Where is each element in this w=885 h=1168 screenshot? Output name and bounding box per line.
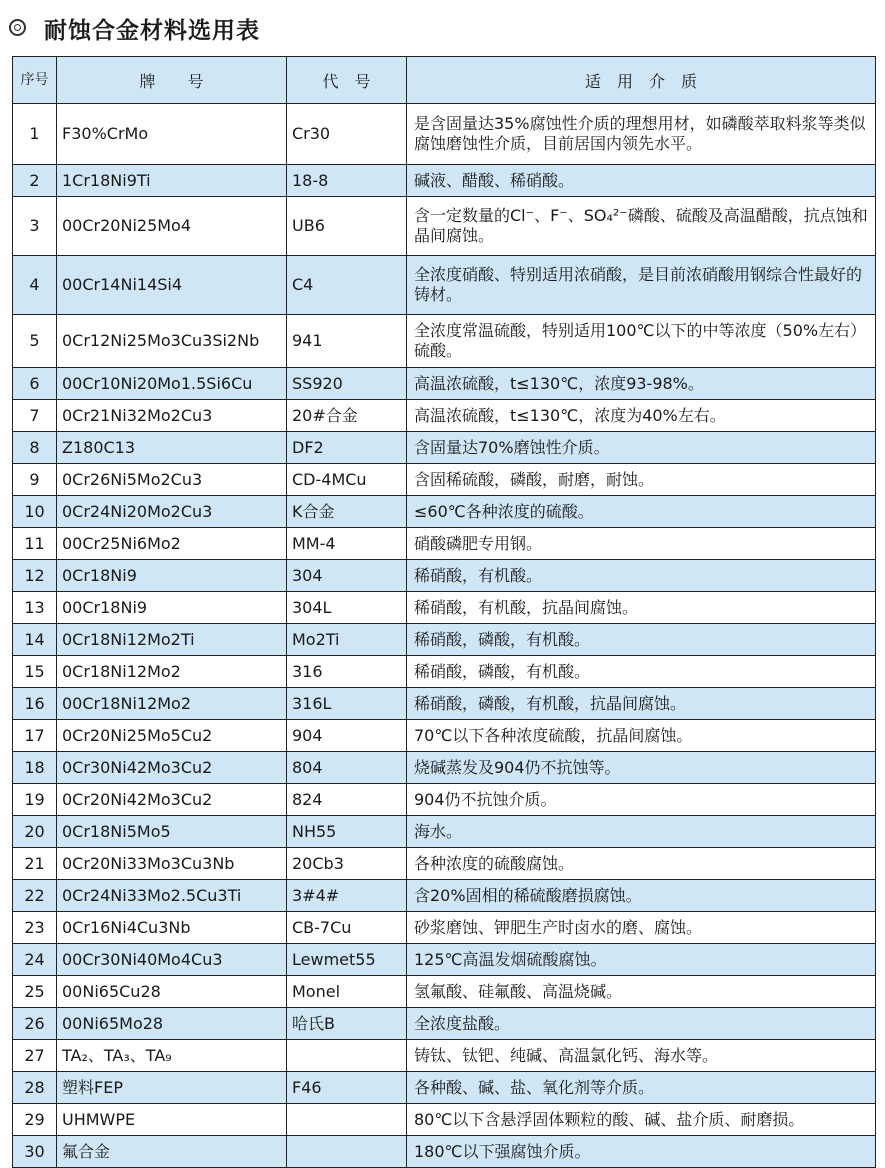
table-row (13, 197, 876, 256)
row-grade: Z180C13 (57, 432, 287, 464)
row-code: 316L (287, 688, 407, 720)
row-use: 各种浓度的硫酸腐蚀。 (407, 848, 876, 880)
row-grade: UHMWPE (57, 1104, 287, 1136)
row-grade: 0Cr20Ni33Mo3Cu3Nb (57, 848, 287, 880)
row-grade: 0Cr21Ni32Mo2Cu3 (57, 400, 287, 432)
row-code: 20#合金 (287, 400, 407, 432)
row-use: 稀硝酸，有机酸，抗晶间腐蚀。 (407, 592, 876, 624)
table-body (13, 104, 876, 1168)
row-code: SS920 (287, 368, 407, 400)
row-no: 17 (13, 720, 57, 752)
table-row (13, 1040, 876, 1072)
row-code: K合金 (287, 496, 407, 528)
row-grade: 0Cr16Ni4Cu3Nb (57, 912, 287, 944)
row-grade: 1Cr18Ni9Ti (57, 165, 287, 197)
row-no: 27 (13, 1040, 57, 1072)
row-code: 316 (287, 656, 407, 688)
row-no: 3 (13, 197, 57, 256)
row-code: 304L (287, 592, 407, 624)
row-code: CD-4MCu (287, 464, 407, 496)
row-use: 含固量达70%磨蚀性介质。 (407, 432, 876, 464)
row-use: 70℃以下各种浓度硫酸，抗晶间腐蚀。 (407, 720, 876, 752)
row-no: 16 (13, 688, 57, 720)
row-code: 18-8 (287, 165, 407, 197)
table-header-row (13, 57, 876, 104)
row-use: 含20%固相的稀硫酸磨损腐蚀。 (407, 880, 876, 912)
row-code: Cr30 (287, 104, 407, 165)
table-row (13, 624, 876, 656)
row-code: DF2 (287, 432, 407, 464)
row-use: 烧碱蒸发及904仍不抗蚀等。 (407, 752, 876, 784)
row-no: 6 (13, 368, 57, 400)
row-use: 稀硝酸，磷酸，有机酸。 (407, 656, 876, 688)
row-code: NH55 (287, 816, 407, 848)
row-use: 高温浓硫酸，t≤130℃，浓度93-98%。 (407, 368, 876, 400)
row-grade: 00Cr18Ni9 (57, 592, 287, 624)
table-row (13, 1008, 876, 1040)
row-grade: 00Ni65Cu28 (57, 976, 287, 1008)
row-grade: 0Cr20Ni25Mo5Cu2 (57, 720, 287, 752)
row-use: 含一定数量的Cl⁻、F⁻、SO₄²⁻磷酸、硫酸及高温醋酸，抗点蚀和晶间腐蚀。 (407, 197, 876, 256)
row-code: CB-7Cu (287, 912, 407, 944)
row-code: 824 (287, 784, 407, 816)
header-grade: 牌 号 (57, 57, 287, 104)
row-grade: 00Cr14Ni14Si4 (57, 256, 287, 315)
row-use: 稀硝酸，磷酸，有机酸，抗晶间腐蚀。 (407, 688, 876, 720)
row-grade: 0Cr24Ni33Mo2.5Cu3Ti (57, 880, 287, 912)
row-use: 铸钛、钛钯、纯碱、高温氯化钙、海水等。 (407, 1040, 876, 1072)
row-code: UB6 (287, 197, 407, 256)
row-code: 804 (287, 752, 407, 784)
row-grade: 00Cr25Ni6Mo2 (57, 528, 287, 560)
row-no: 2 (13, 165, 57, 197)
row-grade: 氟合金 (57, 1136, 287, 1168)
table-row (13, 944, 876, 976)
table-row (13, 496, 876, 528)
row-grade: 0Cr18Ni12Mo2 (57, 656, 287, 688)
double-circle-icon (9, 19, 26, 36)
row-no: 1 (13, 104, 57, 165)
header-no: 序号 (13, 57, 57, 104)
row-use: 125℃高温发烟硫酸腐蚀。 (407, 944, 876, 976)
row-use: 含固稀硫酸，磷酸，耐磨，耐蚀。 (407, 464, 876, 496)
row-no: 15 (13, 656, 57, 688)
row-code (287, 1136, 407, 1168)
row-code: 3#4# (287, 880, 407, 912)
table-row (13, 1104, 876, 1136)
row-use: ≤60℃各种浓度的硫酸。 (407, 496, 876, 528)
row-no: 30 (13, 1136, 57, 1168)
table-row (13, 1072, 876, 1104)
row-no: 23 (13, 912, 57, 944)
table-row (13, 912, 876, 944)
row-grade: 0Cr12Ni25Mo3Cu3Si2Nb (57, 315, 287, 368)
row-no: 25 (13, 976, 57, 1008)
row-use: 180℃以下强腐蚀介质。 (407, 1136, 876, 1168)
row-use: 80℃以下含悬浮固体颗粒的酸、碱、盐介质、耐磨损。 (407, 1104, 876, 1136)
table-row (13, 880, 876, 912)
row-code: F46 (287, 1072, 407, 1104)
row-no: 22 (13, 880, 57, 912)
table-row (13, 464, 876, 496)
row-use: 高温浓硫酸，t≤130℃，浓度为40%左右。 (407, 400, 876, 432)
row-grade: 00Ni65Mo28 (57, 1008, 287, 1040)
row-no: 24 (13, 944, 57, 976)
row-grade: 0Cr18Ni12Mo2Ti (57, 624, 287, 656)
table-row (13, 165, 876, 197)
row-code: 304 (287, 560, 407, 592)
row-code: 941 (287, 315, 407, 368)
row-code: C4 (287, 256, 407, 315)
row-no: 4 (13, 256, 57, 315)
row-code: MM-4 (287, 528, 407, 560)
row-no: 14 (13, 624, 57, 656)
row-use: 砂浆磨蚀、钾肥生产时卤水的磨、腐蚀。 (407, 912, 876, 944)
row-no: 9 (13, 464, 57, 496)
row-no: 7 (13, 400, 57, 432)
row-grade: 0Cr24Ni20Mo2Cu3 (57, 496, 287, 528)
row-grade: 00Cr18Ni12Mo2 (57, 688, 287, 720)
row-no: 20 (13, 816, 57, 848)
row-grade: 0Cr30Ni42Mo3Cu2 (57, 752, 287, 784)
row-no: 18 (13, 752, 57, 784)
table-row (13, 816, 876, 848)
page-title: 耐蚀合金材料选用表 (44, 18, 260, 44)
table-row (13, 528, 876, 560)
row-no: 5 (13, 315, 57, 368)
row-grade: 00Cr10Ni20Mo1.5Si6Cu (57, 368, 287, 400)
table-row (13, 104, 876, 165)
table-row (13, 848, 876, 880)
row-no: 10 (13, 496, 57, 528)
row-use: 全浓度盐酸。 (407, 1008, 876, 1040)
header-use: 适 用 介 质 (407, 57, 876, 104)
row-use: 各种酸、碱、盐、氧化剂等介质。 (407, 1072, 876, 1104)
header-code: 代 号 (287, 57, 407, 104)
table-row (13, 688, 876, 720)
row-code: Monel (287, 976, 407, 1008)
row-use: 氢氟酸、硅氟酸、高温烧碱。 (407, 976, 876, 1008)
row-code: 20Cb3 (287, 848, 407, 880)
table-row (13, 400, 876, 432)
row-no: 29 (13, 1104, 57, 1136)
row-code: Mo2Ti (287, 624, 407, 656)
table-row (13, 720, 876, 752)
row-use: 是含固量达35%腐蚀性介质的理想用材，如磷酸萃取料浆等类似腐蚀磨蚀性介质，目前居国内领先水平。 (407, 104, 876, 165)
row-no: 8 (13, 432, 57, 464)
table-row (13, 256, 876, 315)
row-grade: F30%CrMo (57, 104, 287, 165)
table-row (13, 752, 876, 784)
row-grade: 0Cr26Ni5Mo2Cu3 (57, 464, 287, 496)
row-use: 全浓度常温硫酸，特别适用100℃以下的中等浓度（50%左右）硫酸。 (407, 315, 876, 368)
row-grade: 0Cr18Ni9 (57, 560, 287, 592)
row-grade: 0Cr18Ni5Mo5 (57, 816, 287, 848)
row-use: 全浓度硝酸、特别适用浓硝酸，是目前浓硝酸用钢综合性最好的铸材。 (407, 256, 876, 315)
row-use: 海水。 (407, 816, 876, 848)
row-no: 12 (13, 560, 57, 592)
row-grade: 塑料FEP (57, 1072, 287, 1104)
row-grade: 00Cr20Ni25Mo4 (57, 197, 287, 256)
row-no: 13 (13, 592, 57, 624)
table-row (13, 1136, 876, 1168)
row-code (287, 1040, 407, 1072)
row-grade: 00Cr30Ni40Mo4Cu3 (57, 944, 287, 976)
title-bar (0, 0, 885, 56)
table-row (13, 656, 876, 688)
table-row (13, 592, 876, 624)
table-row (13, 784, 876, 816)
row-no: 19 (13, 784, 57, 816)
row-use: 稀硝酸，有机酸。 (407, 560, 876, 592)
row-use: 稀硝酸，磷酸，有机酸。 (407, 624, 876, 656)
row-code (287, 1104, 407, 1136)
row-code: 904 (287, 720, 407, 752)
row-use: 硝酸磷肥专用钢。 (407, 528, 876, 560)
row-code: Lewmet55 (287, 944, 407, 976)
row-code: 哈氏B (287, 1008, 407, 1040)
row-no: 11 (13, 528, 57, 560)
row-grade: 0Cr20Ni42Mo3Cu2 (57, 784, 287, 816)
row-grade: TA₂、TA₃、TA₉ (57, 1040, 287, 1072)
row-no: 21 (13, 848, 57, 880)
table-row (13, 560, 876, 592)
table-row (13, 315, 876, 368)
table-row (13, 976, 876, 1008)
row-use: 碱液、醋酸、稀硝酸。 (407, 165, 876, 197)
row-no: 26 (13, 1008, 57, 1040)
alloy-selection-table (12, 56, 876, 1168)
row-no: 28 (13, 1072, 57, 1104)
row-use: 904仍不抗蚀介质。 (407, 784, 876, 816)
table-row (13, 368, 876, 400)
table-row (13, 432, 876, 464)
